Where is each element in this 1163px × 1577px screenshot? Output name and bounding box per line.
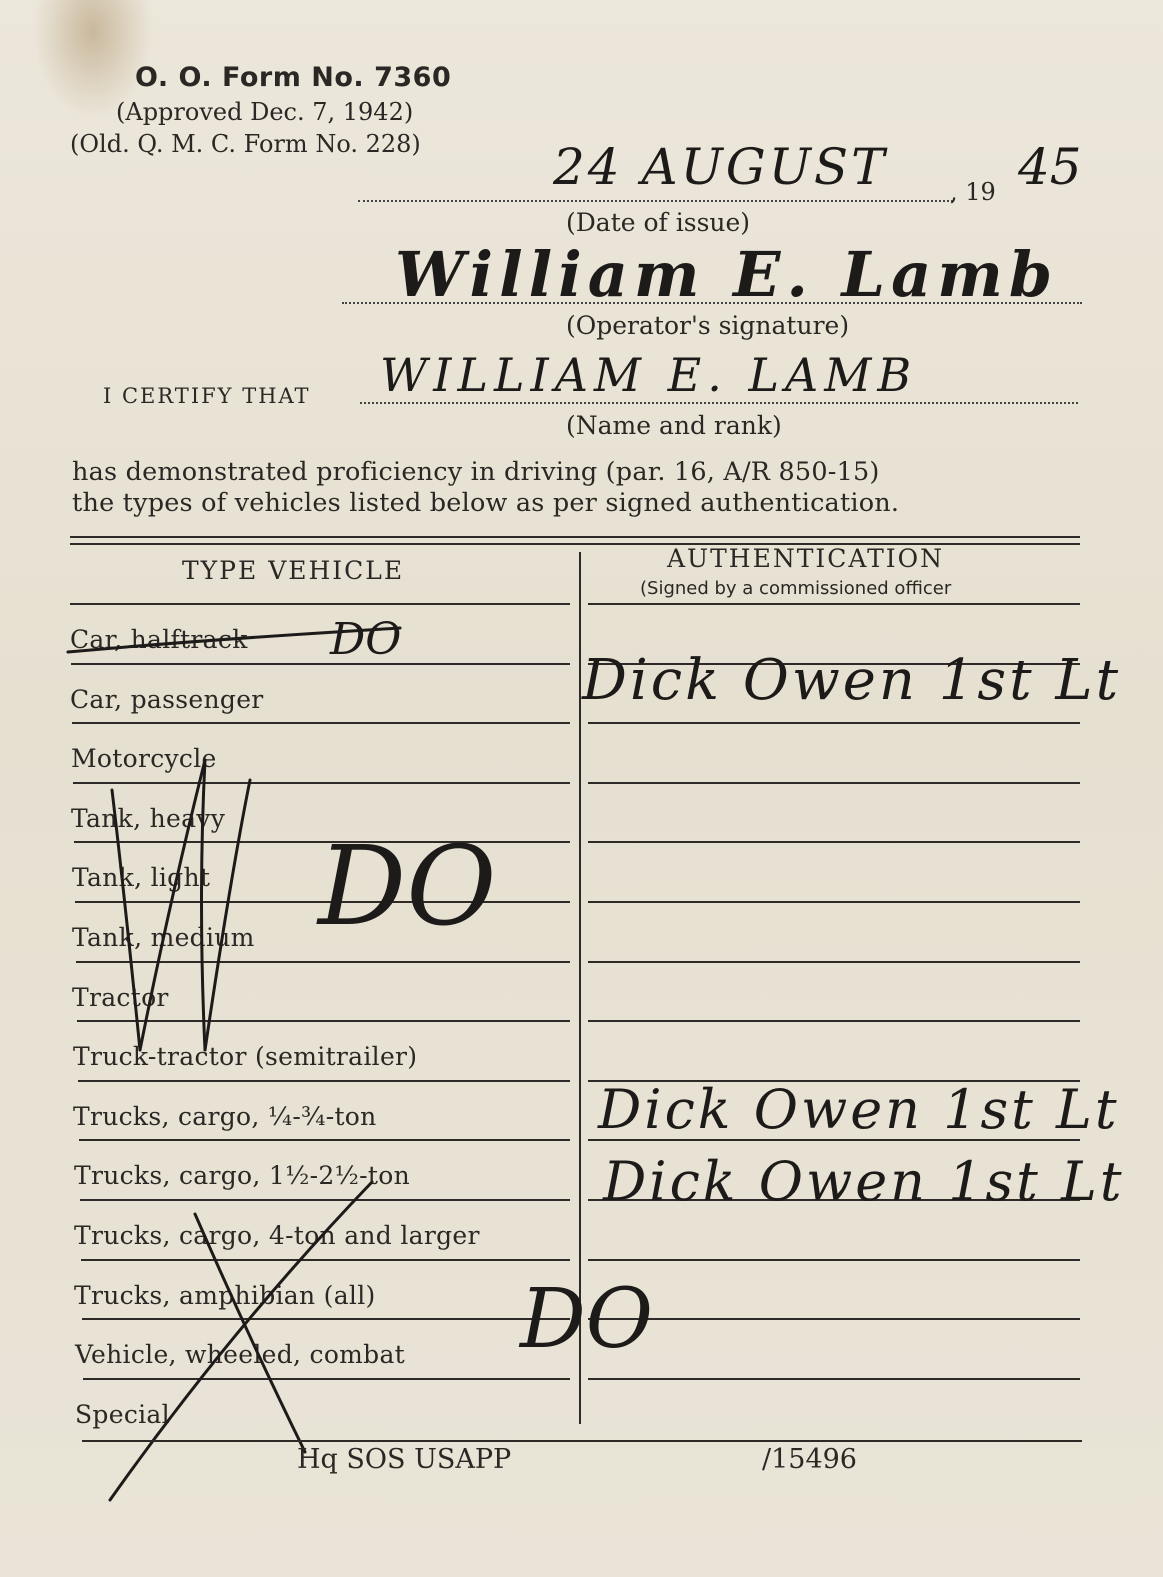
authentication-header: AUTHENTICATION xyxy=(667,544,945,573)
strike-tanks-1 xyxy=(112,790,140,1050)
auth-signature-passenger: Dick Owen 1st Lt xyxy=(582,648,1122,713)
form-number: O. O. Form No. 7360 xyxy=(135,62,452,93)
date-caption: (Date of issue) xyxy=(566,208,751,237)
date-handwritten: 24 AUGUST xyxy=(553,138,888,196)
vehicle-type-label: Car, halftrack xyxy=(70,625,248,654)
statement-line-1: has demonstrated proficiency in driving (par. 16, A/R 850-15) xyxy=(72,457,880,487)
date-year-prefix: , 19 xyxy=(950,178,996,206)
vehicle-type-label: Truck-tractor (semitrailer) xyxy=(73,1042,418,1071)
vehicle-type-label: Trucks, cargo, 1½-2½-ton xyxy=(74,1161,410,1190)
certify-caption: (Name and rank) xyxy=(566,411,782,440)
table-bottom-rule xyxy=(82,1440,1082,1442)
operator-signature-caption: (Operator's signature) xyxy=(566,311,850,340)
strike-halftrack xyxy=(68,628,400,652)
vehicle-type-label: Trucks, cargo, ¼-¾-ton xyxy=(73,1102,377,1131)
strike-lower-cross-2 xyxy=(195,1214,305,1452)
auth-signature-trucks-medium: Dick Owen 1st Lt xyxy=(603,1150,1125,1213)
vehicle-type-label: Tank, medium xyxy=(72,923,255,952)
vehicle-type-label: Motorcycle xyxy=(71,744,217,773)
strike-tanks-3 xyxy=(202,760,206,1050)
initials-special: DO xyxy=(520,1272,653,1367)
initials-halftrack: DO xyxy=(330,614,402,665)
vehicle-type-label: Trucks, cargo, 4-ton and larger xyxy=(74,1221,480,1250)
initials-tanks: DO xyxy=(318,822,497,950)
serial-number: /15496 xyxy=(762,1444,857,1475)
date-year-handwritten: 45 xyxy=(1018,138,1082,196)
form-approved: (Approved Dec. 7, 1942) xyxy=(116,98,414,126)
vehicle-type-label: Vehicle, wheeled, combat xyxy=(75,1340,406,1369)
vehicle-type-label: Trucks, amphibian (all) xyxy=(74,1281,376,1310)
statement-line-2: the types of vehicles listed below as per signed authentication. xyxy=(72,488,900,518)
type-vehicle-header: TYPE VEHICLE xyxy=(182,556,405,585)
strike-tanks-2 xyxy=(140,760,205,1050)
authentication-subheader: (Signed by a commissioned officer xyxy=(640,578,952,599)
vehicle-type-label: Tractor xyxy=(72,983,169,1012)
vehicle-type-label: Tank, light xyxy=(72,863,211,892)
certify-lead: I CERTIFY THAT xyxy=(103,384,311,408)
vehicle-type-label: Car, passenger xyxy=(70,685,264,714)
form-old-number: (Old. Q. M. C. Form No. 228) xyxy=(70,130,421,158)
vehicle-type-label: Tank, heavy xyxy=(71,804,226,833)
vehicle-type-label: Special xyxy=(75,1400,170,1429)
certify-name-handwritten: WILLIAM E. LAMB xyxy=(380,348,918,402)
operator-signature: William E. Lamb xyxy=(395,238,1059,311)
issuer: Hq SOS USAPP xyxy=(297,1444,512,1475)
auth-signature-trucks-small: Dick Owen 1st Lt xyxy=(598,1078,1120,1141)
strike-tanks-4 xyxy=(205,780,250,1050)
